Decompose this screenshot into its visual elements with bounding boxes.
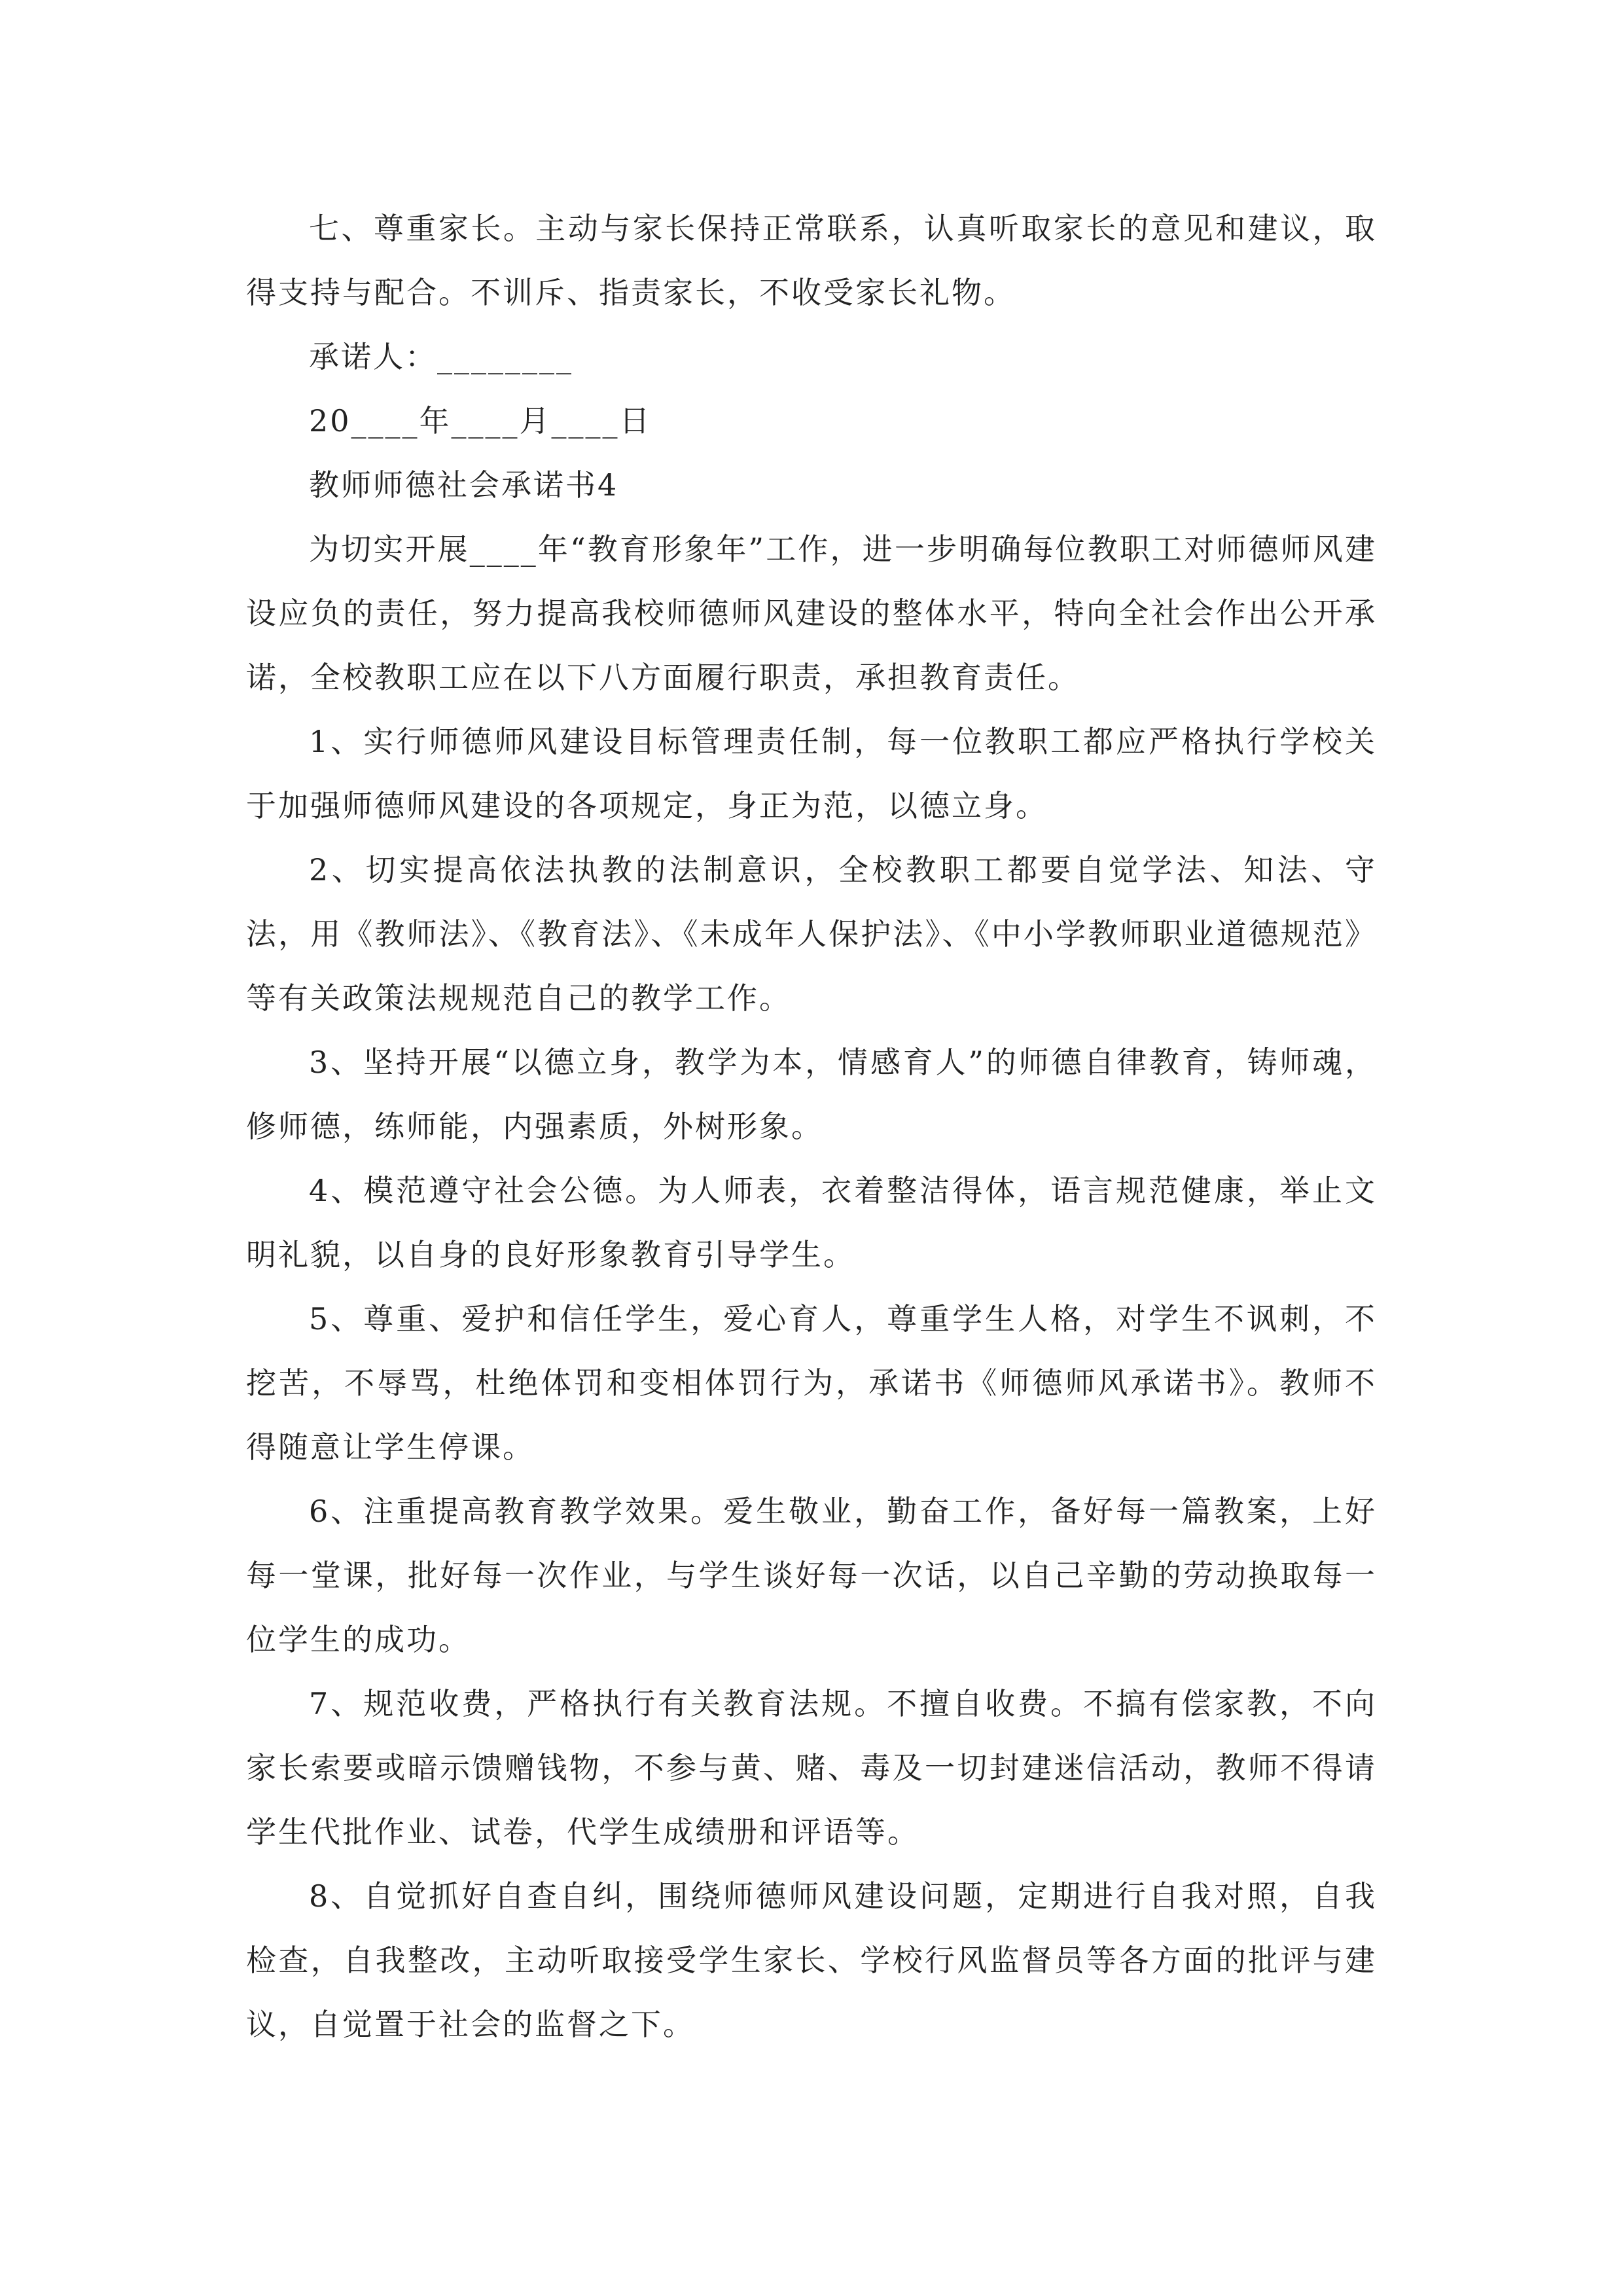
paragraph-promisor: 承诺人：________ [309,339,573,374]
paragraph-item-7: 7、规范收费，严格执行有关教育法规。不擅自收费。不搞有偿家教，不向家长索要或暗示馈赠钱物，不参与黄、赌、毒及一切封建迷信活动，教师不得请学生代批作业、试卷，代学生成绩册和评语等。 [246,1686,1377,1850]
document-body [246,196,1377,2056]
paragraph-item-5: 5、尊重、爱护和信任学生，爱心育人，尊重学生人格，对学生不讽刺，不挖苦，不辱骂，杜绝体罚和变相体罚行为，承诺书《师德师风承诺书》。教师不得随意让学生停课。 [246,1301,1377,1465]
paragraph-item-3: 3、坚持开展“以德立身，教学为本，情感育人”的师德自律教育，铸师魂，修师德，练师能，内强素质，外树形象。 [246,1045,1377,1144]
section-title: 教师师德社会承诺书4 [309,467,619,503]
paragraph-intro: 为切实开展____年“教育形象年”工作，进一步明确每位教职工对师德师风建设应负的责任，努力提高我校师德师风建设的整体水平，特向全社会作出公开承诺，全校教职工应在以下八方面履行职责，承担教育责任。 [246,531,1377,695]
paragraph-item-6: 6、注重提高教育教学效果。爱生敬业，勤奋工作，备好每一篇教案，上好每一堂课，批好每一次作业，与学生谈好每一次话，以自己辛勤的劳动换取每一位学生的成功。 [246,1494,1377,1657]
paragraph-item-1: 1、实行师德师风建设目标管理责任制，每一位教职工都应严格执行学校关于加强师德师风建设的各项规定，身正为范，以德立身。 [246,724,1377,823]
paragraph-item-8: 8、自觉抓好自查自纠，围绕师德师风建设问题，定期进行自我对照，自我检查，自我整改，主动听取接受学生家长、学校行风监督员等各方面的批评与建议，自觉置于社会的监督之下。 [246,1878,1377,2042]
paragraph-item-2: 2、切实提高依法执教的法制意识，全校教职工都要自觉学法、知法、守法，用《教师法》、《教育法》、《未成年人保护法》、《中小学教师职业道德规范》等有关政策法规规范自己的教学工作。 [246,852,1377,1016]
paragraph-date: 20____年____月____日 [309,403,652,439]
paragraph-item-4: 4、模范遵守社会公德。为人师表，衣着整洁得体，语言规范健康，举止文明礼貌，以自身的良好形象教育引导学生。 [246,1173,1377,1272]
paragraph-respect-parents: 七、尊重家长。主动与家长保持正常联系，认真听取家长的意见和建议，取得支持与配合。不训斥、指责家长，不收受家长礼物。 [246,211,1377,310]
